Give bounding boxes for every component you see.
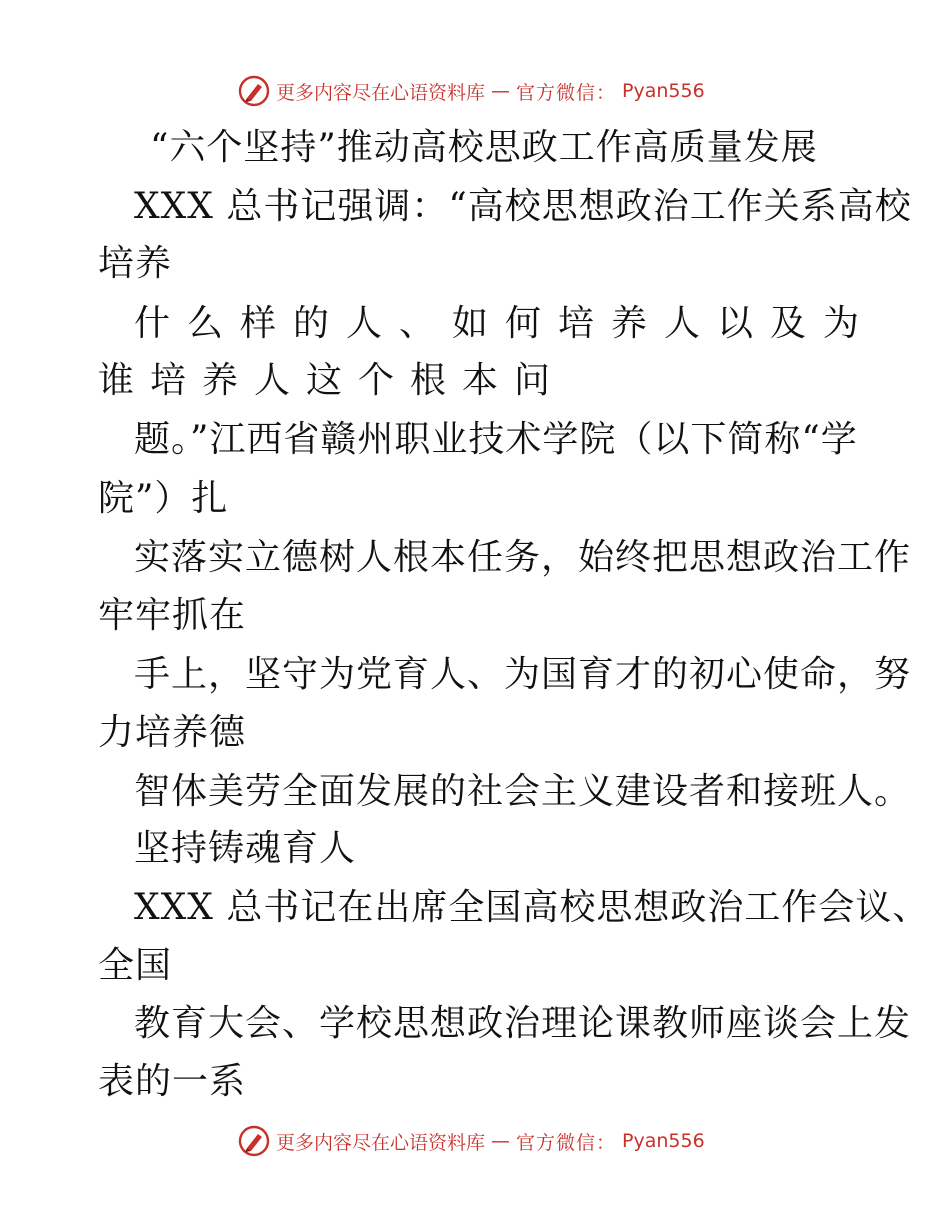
paragraph-line: 力培养德 [98,712,247,753]
banner-dash: — [491,80,511,102]
paragraph-line: 谁培养人这个根本问 [98,360,567,401]
paragraph-line: 牢牢抓在 [98,595,247,636]
document-title: “六个坚持”推动高校思政工作高质量发展 [150,127,818,168]
wechat-id: Pyan556 [622,80,705,102]
pen-logo-icon [238,75,270,107]
wechat-label: 官方微信： [516,81,617,104]
paragraph-line: 什么样的人、如何培养人以及为 [134,303,877,344]
paragraph-line: 表的一系 [98,1061,247,1102]
paragraph-line: 培养 [98,243,173,284]
banner-text: 更多内容尽在心语资料库 [276,81,486,104]
wechat-label: 官方微信： [516,1131,617,1154]
paragraph-line: 智体美劳全面发展的社会主义建设者和接班人。 [134,771,912,812]
footer-banner [238,1124,705,1158]
paragraph-line: 题。”江西省赣州职业技术学院（以下简称“学 [134,419,858,460]
paragraph-line: XXX 总书记强调：“高校思想政治工作关系高校 [134,186,912,227]
section-heading: 坚持铸魂育人 [134,828,357,869]
banner-text: 更多内容尽在心语资料库 [276,1131,486,1154]
paragraph-line: 实落实立德树人根本任务，始终把思想政治工作 [134,537,912,578]
paragraph-line: 手上，坚守为党育人、为国育才的初心使命，努 [134,654,912,695]
header-banner [238,74,705,108]
paragraph-line: 院”）扎 [98,478,229,519]
paragraph-line: 教育大会、学校思想政治理论课教师座谈会上发 [134,1003,912,1044]
pen-logo-icon [238,1125,270,1157]
wechat-id: Pyan556 [622,1130,705,1152]
paragraph-line: 全国 [98,945,173,986]
paragraph-line: XXX 总书记在出席全国高校思想政治工作会议、 [134,887,930,928]
banner-dash: — [491,1130,511,1152]
